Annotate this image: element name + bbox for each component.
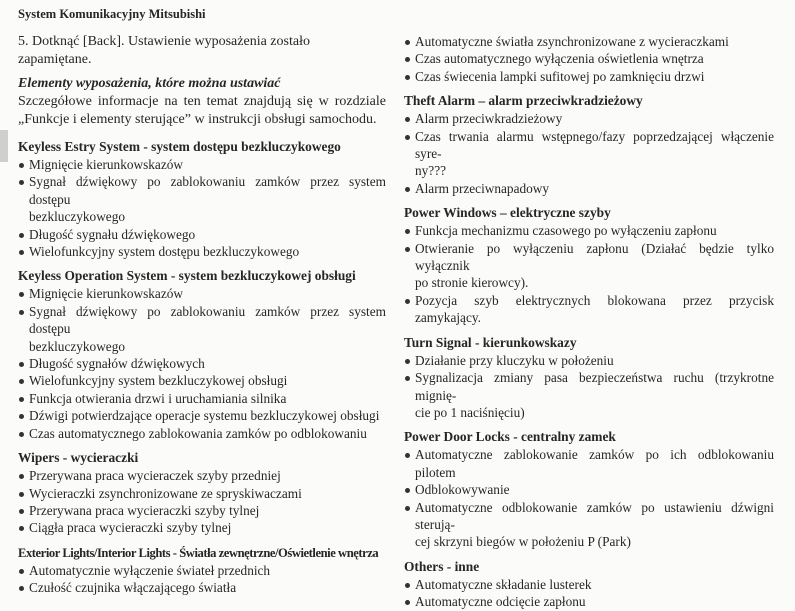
left-column <box>18 5 386 597</box>
left-sections <box>18 138 386 597</box>
list-item <box>18 579 386 596</box>
feature-section <box>18 138 386 260</box>
list-item <box>404 352 774 369</box>
list-item-line: ny??? <box>415 163 447 179</box>
section-heading: Others - inne <box>404 558 480 574</box>
list-item-line: Przerywana praca wycieraczki szyby tylnej <box>29 502 260 518</box>
section-heading: Wipers - wycieraczki <box>18 450 139 466</box>
feature-section <box>404 204 774 326</box>
feature-list <box>404 222 774 326</box>
feature-list <box>404 352 774 422</box>
list-item-line: Mignięcie kierunkowskazów <box>29 286 183 302</box>
list-item-line: Długość sygnału dźwiękowego <box>29 226 196 242</box>
list-item-line: Czas automatycznego zablokowania zamków po odblokowaniu <box>29 425 367 441</box>
list-item <box>404 68 774 85</box>
feature-list <box>18 467 386 537</box>
list-item-line: cej skrzyni biegów w położeniu P (Park) <box>415 534 631 550</box>
list-item <box>404 180 774 197</box>
list-item <box>18 467 386 484</box>
list-item <box>18 407 386 424</box>
section-heading: Power Door Locks - centralny zamek <box>404 429 616 445</box>
info-paragraph <box>18 93 386 129</box>
feature-list <box>18 285 386 442</box>
list-item-line: Wielofunkcyjny system dostępu bezkluczykowego <box>29 244 300 260</box>
section-subtitle: Elementy wyposażenia, które można ustawiać <box>18 76 281 91</box>
list-item <box>404 222 774 239</box>
list-item <box>18 355 386 372</box>
list-item <box>404 292 774 327</box>
list-item-line: Pozycja szyb elektrycznych blokowana przez przycisk zamykający. <box>415 292 774 326</box>
list-item <box>404 128 774 180</box>
list-item-line: po stronie kierowcy). <box>415 275 529 291</box>
list-item-line: Sygnalizacja zmiany pasa bezpieczeństwa ruchu (trzykrotne mignię- <box>415 370 774 403</box>
list-item-line: Czas świecenia lampki sufitowej po zamknięciu drzwi <box>415 68 705 84</box>
list-item-line: Długość sygnałów dźwiękowych <box>29 356 205 372</box>
section-heading: Keyless Operation System - system bezkluczykowej obsługi <box>18 268 356 284</box>
list-item-line: bezkluczykowego <box>29 209 125 225</box>
list-item <box>18 303 386 355</box>
list-item-line: Czas automatycznego wyłączenia oświetlenia wnętrza <box>415 51 704 67</box>
list-item <box>404 499 774 551</box>
list-item-line: Automatycznie wyłączenie świateł przednich <box>29 562 271 578</box>
list-item-line: Alarm przeciwnapadowy <box>415 180 550 196</box>
list-item-line: Funkcja mechanizmu czasowego po wyłączeniu zapłonu <box>415 223 717 239</box>
list-item-line: Automatyczne światła zsynchronizowane z wycieraczkami <box>415 34 729 49</box>
list-item <box>18 519 386 536</box>
section-heading: Power Windows – elektryczne szyby <box>404 205 611 221</box>
list-item-line: Czas trwania alarmu wstępnego/fazy poprzedzającej włączenie syre- <box>415 128 774 162</box>
feature-section <box>404 558 774 611</box>
list-item-line: Dźwigi potwierdzające operacje systemu bezkluczykowej obsługi <box>29 408 380 424</box>
feature-list <box>404 110 774 197</box>
list-item <box>404 593 774 610</box>
list-item <box>404 110 774 127</box>
list-item-line: Automatyczne zablokowanie zamków po ich odblokowaniu pilotem <box>415 447 774 480</box>
list-item <box>404 481 774 498</box>
list-item-line: Alarm przeciwkradzieżowy <box>415 111 563 127</box>
paragraph-line: Szczegółowe informacje na ten temat znajdują się w rozdziale <box>18 94 386 109</box>
list-item-line: Funkcja otwierania drzwi i uruchamiania silnika <box>29 390 287 406</box>
feature-section <box>18 449 386 537</box>
feature-list <box>18 156 386 260</box>
feature-section <box>18 544 386 597</box>
page-header: System Komunikacyjny Mitsubishi <box>18 7 206 21</box>
list-item-line: Sygnał dźwiękowy po zablokowaniu zamków przez system dostępu <box>29 303 386 337</box>
feature-section <box>404 428 774 550</box>
feature-list <box>404 446 774 550</box>
feature-section <box>404 33 774 85</box>
list-item-line: Ciągła praca wycieraczki szyby tylnej <box>29 520 232 536</box>
list-item-line: Automatyczne odblokowanie zamków po ustawieniu dźwigni sterują- <box>415 499 774 532</box>
list-item <box>18 285 386 302</box>
list-item-line: Automatyczne składanie lusterek <box>415 576 592 592</box>
list-item-line: Automatyczne odcięcie zapłonu <box>415 594 586 610</box>
feature-list <box>404 576 774 611</box>
feature-section <box>404 334 774 422</box>
feature-section <box>404 92 774 197</box>
list-item-line: Przerywana praca wycieraczek szyby przedniej <box>29 468 281 484</box>
list-item-line: cie po 1 naciśnięciu) <box>415 404 525 420</box>
list-item-line: Wycieraczki zsynchronizowane ze spryskiwaczami <box>29 485 302 501</box>
list-item <box>18 173 386 225</box>
list-item <box>18 156 386 173</box>
list-item <box>18 502 386 519</box>
list-item <box>404 369 774 421</box>
list-item-line: Mignięcie kierunkowskazów <box>29 157 183 172</box>
right-sections <box>404 33 774 611</box>
right-column <box>404 33 774 611</box>
list-item <box>18 372 386 389</box>
section-heading: Exterior Lights/Interior Lights - Światła zewnętrzne/Oświetlenie wnętrza <box>18 545 379 560</box>
page-edge-tab <box>0 130 8 162</box>
list-item <box>18 243 386 260</box>
intro-step: 5. Dotknąć [Back]. Ustawienie wyposażenia zostało zapamiętane. <box>18 34 310 67</box>
feature-list <box>404 33 774 85</box>
list-item-line: Otwieranie po wyłączeniu zapłonu (Działać będzie tylko wyłącznik <box>415 240 774 274</box>
list-item-line: Wielofunkcyjny system bezkluczykowej obsługi <box>29 373 288 389</box>
list-item-line: bezkluczykowego <box>29 338 125 354</box>
feature-section <box>18 267 386 442</box>
list-item <box>404 50 774 67</box>
list-item-line: Działanie przy kluczyku w położeniu <box>415 352 614 368</box>
list-item <box>18 226 386 243</box>
list-item <box>18 425 386 442</box>
list-item-line: Sygnał dźwiękowy po zablokowaniu zamków przez system dostępu <box>29 174 386 207</box>
list-item <box>404 240 774 292</box>
list-item <box>18 562 386 579</box>
list-item <box>404 576 774 593</box>
list-item-line: Odblokowywanie <box>415 482 510 498</box>
list-item-line: Czułość czujnika włączającego światła <box>29 580 237 596</box>
list-item <box>18 390 386 407</box>
section-heading: Keyless Estry System - system dostępu bezkluczykowego <box>18 139 341 154</box>
list-item <box>404 446 774 481</box>
section-heading: Turn Signal - kierunkowskazy <box>404 334 577 350</box>
paragraph-line: „Funkcje i elementy sterujące” w instrukcji obsługi samochodu. <box>18 112 377 127</box>
list-item <box>404 33 774 50</box>
list-item <box>18 485 386 502</box>
section-heading: Theft Alarm – alarm przeciwkradzieżowy <box>404 93 643 109</box>
feature-list <box>18 562 386 597</box>
